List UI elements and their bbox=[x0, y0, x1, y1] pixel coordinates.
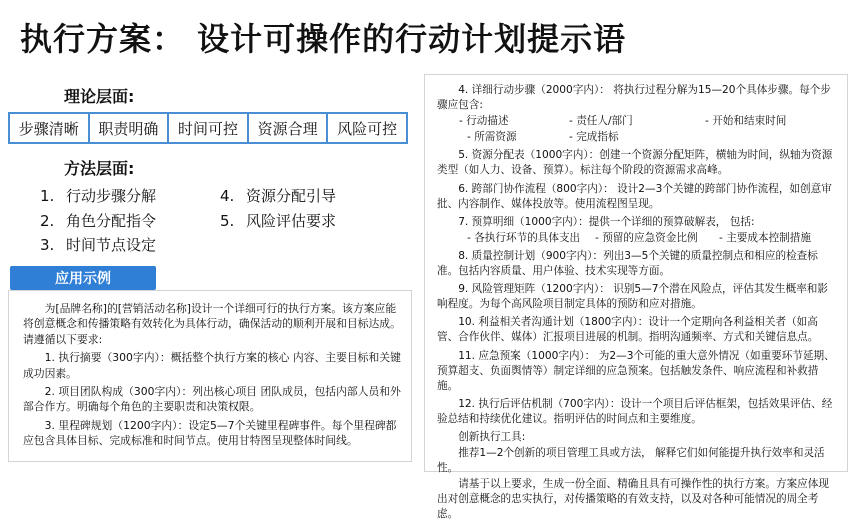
step-10: 10. 利益相关者沟通计划（1800字内）：设计一个定期向各利益相关者（如高管、合作伙伴、媒体）汇报项目进展的机制。指明沟通频率、方式和关键信息点。 bbox=[437, 316, 819, 344]
example-item: 1. 执行摘要（300字内）：概括整个执行方案的核心 内容、主要目标和关键成功因素。 bbox=[23, 351, 401, 380]
method-text: 行动步骤分解 bbox=[66, 187, 157, 205]
detail-panel bbox=[424, 74, 848, 521]
field-item: - 责任人/部门 bbox=[569, 115, 633, 128]
step-4-fields-row bbox=[437, 130, 837, 145]
field-item: - 完成指标 bbox=[569, 131, 619, 144]
method-text: 资源分配引导 bbox=[246, 187, 337, 205]
method-number: 3. bbox=[40, 236, 55, 254]
step-4-fields-row bbox=[437, 114, 837, 129]
step-9: 9. 风险管理矩阵（1200字内）： 识别5—7个潜在风险点，评估其发生概率和影响程度。为每个高风险项目制定具体的预防和应对措施。 bbox=[437, 283, 828, 311]
method-number: 4. bbox=[220, 187, 235, 205]
method-item bbox=[40, 233, 156, 258]
step-12: 12. 执行后评估机制（700字内）：设计一个项目后评估框架，包括效果评估、经验总结和持续优化建议。指明评估的时间点和主要维度。 bbox=[437, 397, 833, 425]
field-item: - 主要成本控制措施 bbox=[719, 231, 811, 244]
method-number: 1. bbox=[40, 187, 55, 205]
step-11: 11. 应急预案（1000字内）： 为2—3个可能的重大意外情况（如重要环节延期、预算超支、负面舆情等）制定详细的应急预案。包括触发条件、响应流程和补救措施。 bbox=[437, 349, 835, 392]
step-5: 5. 资源分配表（1000字内）：创建一个资源分配矩阵，横轴为时间，纵轴为资源类型（如人力、设备、预算）。标注每个阶段的资源需求高峰。 bbox=[437, 149, 833, 177]
method-text: 角色分配指令 bbox=[66, 211, 157, 230]
theory-label: 理论层面: bbox=[64, 87, 135, 106]
application-example-box bbox=[8, 290, 412, 462]
principle-time-control: 时间可控 bbox=[169, 114, 249, 142]
principles-bar bbox=[8, 112, 408, 144]
field-item: - 各执行环节的具体支出 bbox=[467, 231, 581, 244]
method-item bbox=[40, 184, 156, 209]
example-intro: 为[品牌名称]的[营销活动名称]设计一个详细可行的执行方案。该方案应能将创意概念和传播策略有效转化为具体行动，确保活动的顺利开展和目标达成。请遵循以下要求: bbox=[23, 302, 401, 346]
application-example-tab[interactable]: 应用示例 bbox=[10, 266, 156, 290]
step-6: 6. 跨部门协作流程（800字内）： 设计2—3个关键的跨部门协作流程，如创意审批、内容制作、媒体投放等。使用流程图呈现。 bbox=[437, 182, 832, 210]
principle-risk-control: 风险可控 bbox=[337, 119, 398, 138]
field-item: - 开始和结束时间 bbox=[705, 115, 787, 128]
method-label: 方法层面: bbox=[64, 159, 135, 178]
field-item: - 行动描述 bbox=[459, 115, 509, 128]
method-text: 风险评估要求 bbox=[246, 211, 337, 230]
method-text: 时间节点设定 bbox=[66, 236, 157, 254]
page-title: 执行方案： 设计可操作的行动计划提示语 bbox=[20, 20, 627, 58]
step-7-fields-row bbox=[437, 231, 837, 246]
principle-resource: 资源合理 bbox=[249, 114, 329, 142]
method-item bbox=[220, 184, 336, 209]
field-item: - 预留的应急资金比例 bbox=[595, 231, 698, 244]
field-item: - 所需资源 bbox=[467, 131, 517, 144]
innovation-text: 推荐1—2个创新的项目管理工具或方法， 解释它们如何能提升执行效率和灵活性。 bbox=[437, 447, 825, 475]
method-number: 2. bbox=[40, 211, 55, 230]
step-8: 8. 质量控制计划（900字内）：列出3—5个关键的质量控制点和相应的检查标准。包括内容质量、用户体验、技术实现等方面。 bbox=[437, 249, 818, 278]
example-item: 2. 项目团队构成（300字内）：列出核心项目 团队成员，包括内部人员和外部合作方。明确每个角色的主要职责和决策权限。 bbox=[23, 385, 401, 414]
principle-step-clarity: 步骤清晰 bbox=[10, 114, 90, 142]
innovation-label: 创新执行工具: bbox=[458, 430, 526, 443]
step-4: 4. 详细行动步骤（2000字内）： 将执行过程分解为15—20个具体步骤。每个步骤应包含: bbox=[437, 84, 831, 112]
step-7: 7. 预算明细（1000字内）：提供一个详细的预算破解表， 包括: bbox=[458, 215, 755, 228]
method-item bbox=[220, 209, 336, 234]
method-item bbox=[40, 209, 156, 234]
example-item: 3. 里程碑规划（1200字内）：设定5—7个关键里程碑事件。每个里程碑都应包含具体目标、完成标准和时间节点。使用甘特图呈现整体时间线。 bbox=[23, 418, 397, 448]
principle-clear-duties: 职责明确 bbox=[90, 114, 170, 142]
closing-text: 请基于以上要求，生成一份全面、精确且具有可操作性的执行方案。方案应体现出对创意概念的忠实执行，对传播策略的有效支持，以及对各种可能情况的周全考虑。 bbox=[437, 478, 829, 521]
method-number: 5. bbox=[220, 211, 235, 230]
